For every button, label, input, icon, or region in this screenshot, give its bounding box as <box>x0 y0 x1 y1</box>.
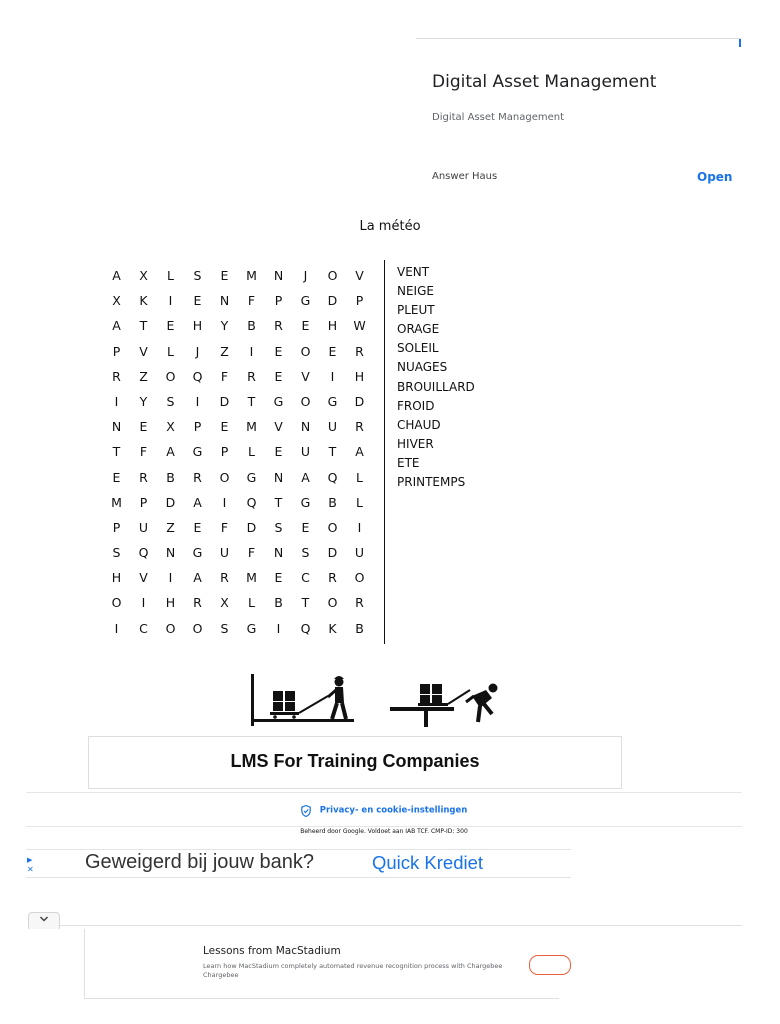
grid-letter: N <box>111 419 122 435</box>
grid-letter: A <box>355 444 364 460</box>
word-list-item: HIVER <box>397 436 434 451</box>
grid-letter: Y <box>220 318 229 334</box>
grid-letter: S <box>166 393 175 409</box>
grid-letter: E <box>274 444 283 460</box>
grid-letter: S <box>301 545 310 561</box>
word-list-item: NUAGES <box>397 360 448 375</box>
worker-pulling-pallet-figure <box>251 674 354 726</box>
grid-letter: G <box>327 393 338 409</box>
grid-letter: Q <box>327 469 338 485</box>
grid-letter: P <box>355 293 364 309</box>
grid-letter: E <box>220 268 229 283</box>
ad-marker <box>739 39 741 47</box>
grid-letter: I <box>276 620 281 636</box>
grid-letter: R <box>220 570 229 586</box>
grid-row <box>103 263 373 288</box>
grid-letter: E <box>301 519 310 535</box>
grid-letter: I <box>114 620 119 636</box>
grid-letter: E <box>274 343 283 359</box>
grid-letter: I <box>114 393 119 409</box>
krediet-ad-link[interactable]: Quick Krediet <box>372 852 484 873</box>
grid-letter: V <box>139 570 148 586</box>
grid-letter: F <box>220 519 229 535</box>
grid-letter: R <box>328 570 337 586</box>
grid-letter: B <box>355 620 364 636</box>
grid-letter: T <box>328 444 337 460</box>
grid-letter: O <box>219 469 230 485</box>
grid-letter: U <box>138 519 149 535</box>
grid-row <box>103 339 373 364</box>
grid-letter: D <box>165 494 176 510</box>
word-list-item: ETE <box>397 455 420 470</box>
grid-letter: E <box>328 343 337 359</box>
grid-letter: H <box>111 570 122 586</box>
grid-row <box>103 439 373 464</box>
grid-letter: Y <box>139 393 148 409</box>
grid-letter: L <box>248 595 255 611</box>
grid-row <box>103 515 373 540</box>
grid-letter: E <box>193 293 202 309</box>
grid-letter: P <box>112 519 121 535</box>
grid-letter: R <box>355 343 364 359</box>
grid-letter: D <box>219 393 230 409</box>
grid-row <box>103 288 373 313</box>
grid-letter: A <box>112 318 121 334</box>
grid-letter: I <box>222 494 227 510</box>
privacy-settings-row[interactable] <box>26 800 742 818</box>
grid-letter: Z <box>166 519 175 535</box>
grid-letter: C <box>139 620 148 636</box>
grid-letter: T <box>247 393 256 409</box>
word-list <box>397 263 475 492</box>
grid-letter: N <box>300 419 311 435</box>
grid-letter: R <box>355 419 364 435</box>
grid-letter: L <box>167 343 174 359</box>
grid-letter: L <box>356 494 363 510</box>
word-list-item: PLEUT <box>397 303 435 318</box>
grid-row <box>103 490 373 515</box>
grid-letter: G <box>273 393 284 409</box>
grid-letter: O <box>111 595 122 611</box>
grid-letter: A <box>193 494 202 510</box>
grid-letter: U <box>219 545 230 561</box>
grid-letter: J <box>303 268 308 283</box>
grid-letter: Q <box>138 545 149 561</box>
grid-letter: M <box>111 494 122 510</box>
grid-letter: J <box>195 343 200 359</box>
grid-letter: H <box>165 595 176 611</box>
ad-source: Answer Haus <box>432 171 498 182</box>
grid-letter: R <box>247 368 256 384</box>
shield-check-icon <box>301 805 311 817</box>
grid-letter: T <box>139 318 148 334</box>
grid-letter: H <box>192 318 203 334</box>
grid-letter: X <box>220 595 229 611</box>
grid-letter: O <box>354 570 365 586</box>
grid-letter: D <box>354 393 365 409</box>
grid-letter: E <box>220 419 229 435</box>
grid-letter: E <box>166 318 175 334</box>
grid-letter: G <box>300 494 311 510</box>
grid-letter: H <box>354 368 365 384</box>
grid-letter: P <box>139 494 148 510</box>
word-list-item: VENT <box>397 265 430 279</box>
word-list-item: CHAUD <box>397 417 441 432</box>
grid-letter: L <box>167 268 174 283</box>
word-list-item: NEIGE <box>397 284 434 299</box>
worker-falling-figure <box>390 684 498 728</box>
grid-letter: P <box>220 444 229 460</box>
grid-letter: R <box>112 368 121 384</box>
grid-row <box>103 313 373 338</box>
grid-letter: N <box>273 469 284 485</box>
grid-letter: I <box>357 519 362 535</box>
grid-letter: E <box>112 469 121 485</box>
grid-letter: R <box>274 318 283 334</box>
grid-row <box>103 540 373 565</box>
grid-letter: N <box>219 293 230 309</box>
grid-letter: G <box>300 293 311 309</box>
grid-letter: X <box>139 268 148 283</box>
grid-letter: U <box>327 419 338 435</box>
grid-letter: I <box>195 393 200 409</box>
grid-row <box>103 414 373 439</box>
word-list-item: BROUILLARD <box>397 379 475 394</box>
grid-letter: O <box>165 620 176 636</box>
grid-letter: S <box>274 519 283 535</box>
grid-letter: E <box>139 419 148 435</box>
krediet-ad-banner[interactable] <box>26 849 571 878</box>
grid-letter: P <box>274 293 283 309</box>
mac-ad-title[interactable]: Lessons from MacStadium <box>203 945 341 957</box>
grid-letter: I <box>168 570 173 586</box>
grid-letter: R <box>355 595 364 611</box>
chevron-down-icon <box>39 915 49 923</box>
grid-letter: Q <box>300 620 311 636</box>
grid-letter: V <box>139 343 148 359</box>
word-list-item: FROID <box>397 398 435 413</box>
grid-letter: N <box>273 268 284 283</box>
grid-letter: N <box>273 545 284 561</box>
play-icon[interactable]: ▶ <box>27 856 33 864</box>
lms-ad-text[interactable]: LMS For Training Companies <box>230 751 480 771</box>
consent-managed-text: Beheerd door Google. Voldoet aan IAB TCF. CMP-ID: 300 <box>300 828 468 835</box>
grid-letter: E <box>274 368 283 384</box>
krediet-ad-text[interactable]: Geweigerd bij jouw bank? <box>85 851 315 873</box>
grid-letter: Q <box>192 368 203 384</box>
grid-letter: R <box>193 595 202 611</box>
grid-letter: B <box>247 318 256 334</box>
grid-letter: Q <box>246 494 257 510</box>
grid-letter: V <box>355 268 364 283</box>
grid-row <box>103 465 373 490</box>
grid-letter: M <box>246 419 257 435</box>
grid-letter: F <box>220 368 229 384</box>
grid-letter: G <box>192 444 203 460</box>
mac-ad-button[interactable] <box>529 955 571 975</box>
separator <box>26 826 742 827</box>
grid-letter: X <box>166 419 175 435</box>
grid-letter: E <box>193 519 202 535</box>
grid-letter: X <box>112 293 121 309</box>
grid-letter: O <box>300 343 311 359</box>
ad-subtitle: Digital Asset Management <box>432 112 564 123</box>
word-list-item: SOLEIL <box>397 341 439 356</box>
grid-letter: O <box>165 368 176 384</box>
grid-row <box>103 389 373 414</box>
grid-letter: A <box>193 570 202 586</box>
grid-letter: F <box>139 444 148 460</box>
mac-ad-description: Learn how MacStadium completely automated revenue recognition process with Chargebee Chargebee <box>203 962 503 979</box>
grid-letter: O <box>192 620 203 636</box>
macstadium-ad[interactable] <box>84 929 559 999</box>
grid-letter: G <box>246 469 257 485</box>
grid-letter: L <box>248 444 255 460</box>
grid-letter: S <box>112 545 121 561</box>
grid-letter: K <box>139 293 148 309</box>
grid-letter: R <box>139 469 148 485</box>
grid-letter: A <box>112 268 121 283</box>
ad-bar-line <box>58 925 742 926</box>
grid-letter: E <box>274 570 283 586</box>
grid-row <box>103 364 373 389</box>
grid-letter: R <box>193 469 202 485</box>
grid-letter: A <box>166 444 175 460</box>
lms-ad-banner[interactable] <box>88 736 622 789</box>
grid-letter: B <box>274 595 283 611</box>
grid-letter: K <box>328 620 337 636</box>
grid-letter: Z <box>220 343 229 359</box>
grid-letter: M <box>246 570 257 586</box>
grid-letter: M <box>246 268 257 283</box>
grid-letter: I <box>249 343 254 359</box>
letter-grid <box>103 263 373 641</box>
grid-letter: I <box>141 595 146 611</box>
pallet-workers-illustration <box>248 670 500 732</box>
grid-letter: O <box>327 268 338 283</box>
grid-letter: B <box>328 494 337 510</box>
grid-letter: N <box>165 545 176 561</box>
grid-row <box>103 616 373 641</box>
top-ad-card[interactable] <box>416 38 741 199</box>
grid-letter: A <box>301 469 310 485</box>
grid-letter: O <box>300 393 311 409</box>
grid-letter: F <box>247 293 256 309</box>
privacy-settings-link[interactable]: Privacy- en cookie-instellingen <box>319 805 468 816</box>
grid-letter: T <box>112 444 121 460</box>
grid-letter: O <box>327 519 338 535</box>
word-list-item: ORAGE <box>397 322 440 337</box>
collapse-ad-tab[interactable] <box>28 912 60 929</box>
grid-letter: G <box>246 620 257 636</box>
ad-title[interactable]: Digital Asset Management <box>432 72 657 92</box>
grid-letter: L <box>356 469 363 485</box>
grid-letter: E <box>301 318 310 334</box>
close-icon[interactable]: ✕ <box>27 865 34 874</box>
grid-letter: G <box>192 545 203 561</box>
grid-letter: U <box>300 444 311 460</box>
grid-letter: I <box>330 368 335 384</box>
grid-letter: S <box>193 268 202 283</box>
grid-letter: V <box>274 419 283 435</box>
grid-row <box>103 590 373 615</box>
grid-letter: T <box>301 595 310 611</box>
grid-letter: D <box>327 545 338 561</box>
grid-letter: V <box>301 368 310 384</box>
grid-letter: D <box>327 293 338 309</box>
grid-letter: B <box>166 469 175 485</box>
grid-letter: C <box>301 570 310 586</box>
grid-letter: I <box>168 293 173 309</box>
grid-row <box>103 565 373 590</box>
grid-letter: W <box>353 318 366 334</box>
word-list-item: PRINTEMPS <box>397 475 466 490</box>
grid-letter: F <box>247 545 256 561</box>
separator <box>26 792 742 793</box>
grid-divider <box>384 260 385 644</box>
grid-letter: P <box>112 343 121 359</box>
grid-letter: T <box>274 494 283 510</box>
grid-letter: P <box>193 419 202 435</box>
grid-letter: H <box>327 318 338 334</box>
grid-letter: D <box>246 519 257 535</box>
grid-letter: U <box>354 545 365 561</box>
puzzle-title: La météo <box>359 219 421 234</box>
grid-letter: O <box>327 595 338 611</box>
ad-open-button[interactable]: Open <box>697 170 733 184</box>
grid-letter: Z <box>139 368 148 384</box>
grid-letter: S <box>220 620 229 636</box>
